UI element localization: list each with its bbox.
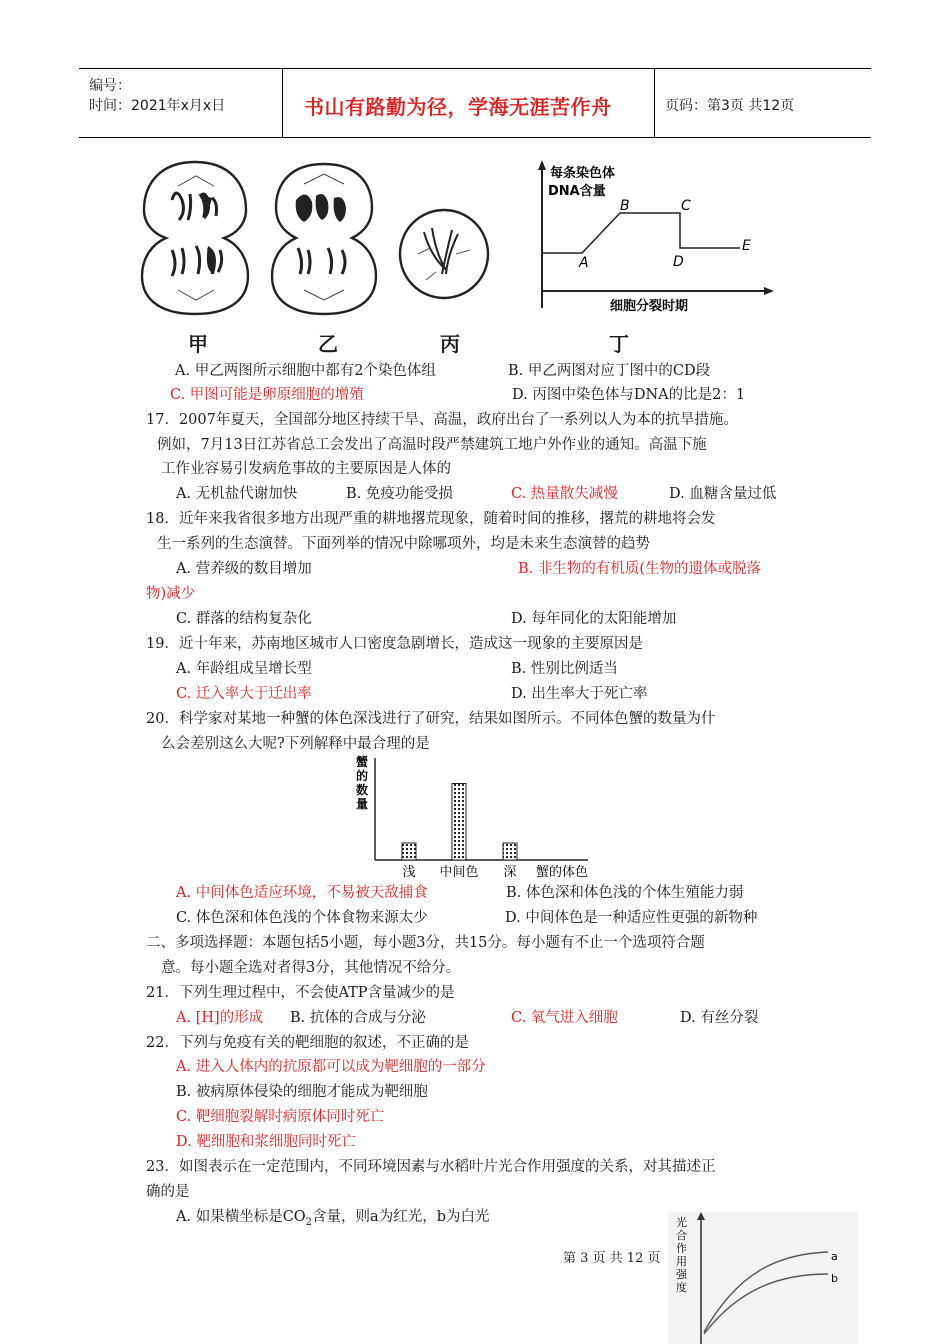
label-ding: 丁 [609, 332, 629, 356]
q18-option-b-line2: 物)减少 [146, 586, 196, 602]
q17-stem-3: 工作业容易引发病危事故的主要原因是人体的 [161, 461, 451, 477]
ps-ylabel-char-3: 用 [676, 1255, 687, 1268]
number-label: 编号： [89, 78, 131, 94]
q16-option-b: B. 甲乙两图对应丁图中的CD段 [508, 363, 711, 379]
ps-ylabel-char-5: 度 [676, 1281, 687, 1294]
point-c: C [681, 198, 691, 214]
bar-2 [503, 843, 517, 860]
q19-option-a: A. 年龄组成呈增长型 [176, 661, 312, 677]
label-jia: 甲 [188, 332, 208, 356]
q21-option-c: C. 氧气进入细胞 [511, 1010, 618, 1026]
q19-option-c: C. 迁入率大于迁出率 [176, 686, 312, 702]
q17-option-b: B. 免疫功能受损 [346, 486, 453, 502]
q23-option-a-sub: 2 [305, 1216, 313, 1228]
ylabel-char-1: 的 [356, 769, 369, 783]
page-header [79, 68, 871, 138]
point-b: B [620, 198, 630, 214]
point-a: A [579, 255, 589, 271]
cell-yi-figure [268, 160, 380, 320]
graph-ylabel-line1: 每条染色体 [550, 166, 616, 181]
q17-stem-1: 17．2007年夏天，全国部分地区持续干旱、高温，政府出台了一系列以人为本的抗旱措施。 [146, 412, 738, 428]
page-footer: 第 3 页 共 12 页 [563, 1251, 661, 1266]
crab-color-chart [350, 752, 600, 880]
q19-option-b: B. 性别比例适当 [511, 661, 618, 677]
q23-stem-2: 确的是 [146, 1184, 190, 1200]
q22-option-c: C. 靶细胞裂解时病原体同时死亡 [176, 1109, 385, 1125]
q17-option-d: D. 血糖含量过低 [669, 486, 777, 502]
curve-b-label: b [831, 1272, 838, 1285]
curve-a-label: a [831, 1250, 838, 1263]
bar-0 [402, 843, 416, 860]
q20-stem-2: 么会差别这么大呢?下列解释中最合理的是 [161, 736, 430, 752]
point-e: E [742, 238, 751, 254]
q18-option-a: A. 营养级的数目增加 [176, 561, 312, 577]
q18-stem-2: 生一系列的生态演替。下面列举的情况中除哪项外，均是未来生态演替的趋势 [157, 536, 650, 552]
header-left-cell [79, 69, 283, 137]
q22-stem: 22．下列与免疫有关的靶细胞的叙述，不正确的是 [146, 1035, 469, 1051]
q20-option-a: A. 中间体色适应环境，不易被天敌捕食 [176, 885, 428, 901]
q17-stem-2: 例如，7月13日江苏省总工会发出了高温时段严禁建筑工地户外作业的通知。高温下施 [157, 437, 707, 453]
ps-ylabel-char-4: 强 [676, 1268, 687, 1281]
point-d: D [673, 254, 684, 270]
q23-stem-1: 23．如图表示在一定范围内，不同环境因素与水稻叶片光合作用强度的关系，对其描述正 [146, 1159, 716, 1175]
q16-option-c: C. 甲图可能是卵原细胞的增殖 [170, 387, 364, 403]
section2-line-1: 二、多项选择题：本题包括5小题，每小题3分，共15分。每小题有不止一个选项符合题 [146, 935, 705, 951]
q16-option-a: A. 甲乙两图所示细胞中都有2个染色体组 [175, 363, 436, 379]
category-label-1: 中间色 [439, 865, 479, 880]
graph-ylabel-line2: DNA含量 [548, 184, 606, 199]
q17-option-a: A. 无机盐代谢加快 [176, 486, 298, 502]
date-label: 时间：2021年x月x日 [89, 98, 226, 114]
q18-option-c: C. 群落的结构复杂化 [176, 611, 312, 627]
q22-option-b: B. 被病原体侵染的细胞才能成为靶细胞 [176, 1084, 428, 1100]
q20-option-b: B. 体色深和体色浅的个体生殖能力弱 [506, 885, 744, 901]
q18-stem-1: 18．近年来我省很多地方出现严重的耕地撂荒现象，随着时间的推移，撂荒的耕地将会发 [146, 511, 716, 527]
header-center-cell [282, 69, 655, 137]
section2-line-2: 意。每小题全选对者得3分，其他情况不给分。 [161, 960, 461, 976]
ps-ylabel-char-1: 合 [676, 1229, 687, 1242]
q17-option-c: C. 热量散失减慢 [511, 486, 618, 502]
graph-xlabel: 细胞分裂时期 [610, 299, 689, 314]
q22-option-d: D. 靶细胞和浆细胞同时死亡 [176, 1134, 356, 1150]
dna-content-graph [520, 158, 780, 318]
ylabel-char-0: 蟹 [356, 755, 369, 769]
q23-option-a-prefix: A. 如果横坐标是CO [176, 1209, 306, 1225]
ps-ylabel-char-2: 作 [676, 1242, 687, 1255]
cell-bing-figure [396, 206, 492, 302]
q20-option-c: C. 体色深和体色浅的个体食物来源太少 [176, 910, 428, 926]
q21-stem: 21．下列生理过程中，不会使ATP含量减少的是 [146, 985, 455, 1001]
category-label-0: 浅 [402, 865, 416, 880]
ylabel-char-2: 数 [356, 783, 369, 797]
ps-ylabel-char-0: 光 [676, 1216, 687, 1229]
q16-option-d: D. 丙图中染色体与DNA的比是2：1 [512, 387, 746, 403]
q23-option-a-suffix: 含量，则a为红光，b为白光 [312, 1209, 490, 1225]
header-motto: 书山有路勤为径，学海无涯苦作舟 [304, 95, 612, 119]
category-label-2: 深 [503, 865, 517, 880]
page-info: 页码：第3页 共12页 [665, 98, 795, 114]
q19-stem: 19．近十年来，苏南地区城市人口密度急剧增长，造成这一现象的主要原因是 [146, 636, 643, 652]
ylabel-char-3: 量 [356, 797, 369, 811]
q18-option-d: D. 每年同化的太阳能增加 [511, 611, 677, 627]
q21-option-b: B. 抗体的合成与分泌 [290, 1010, 426, 1026]
q19-option-d: D. 出生率大于死亡率 [511, 686, 648, 702]
chart-xlabel: 蟹的体色 [536, 865, 589, 880]
q21-option-a: A. [H]的形成 [176, 1010, 264, 1026]
label-yi: 乙 [318, 332, 338, 356]
chart-ylabel [356, 754, 368, 811]
header-right-cell [655, 69, 871, 137]
q23-option-a [176, 1207, 489, 1233]
label-bing: 丙 [440, 332, 460, 356]
q20-stem-1: 20．科学家对某地一种蟹的体色深浅进行了研究，结果如图所示。不同体色蟹的数量为什 [146, 711, 716, 727]
photosynthesis-ylabel [676, 1215, 688, 1294]
q21-option-d: D. 有丝分裂 [680, 1010, 759, 1026]
q18-option-b-line1: B. 非生物的有机质(生物的遗体或脱落 [518, 561, 762, 577]
bar-1 [452, 784, 466, 861]
photosynthesis-graph [668, 1212, 858, 1344]
q22-option-a: A. 进入人体内的抗原都可以成为靶细胞的一部分 [176, 1059, 486, 1075]
cell-jia-figure [138, 158, 253, 318]
q20-option-d: D. 中间体色是一种适应性更强的新物种 [505, 910, 758, 926]
